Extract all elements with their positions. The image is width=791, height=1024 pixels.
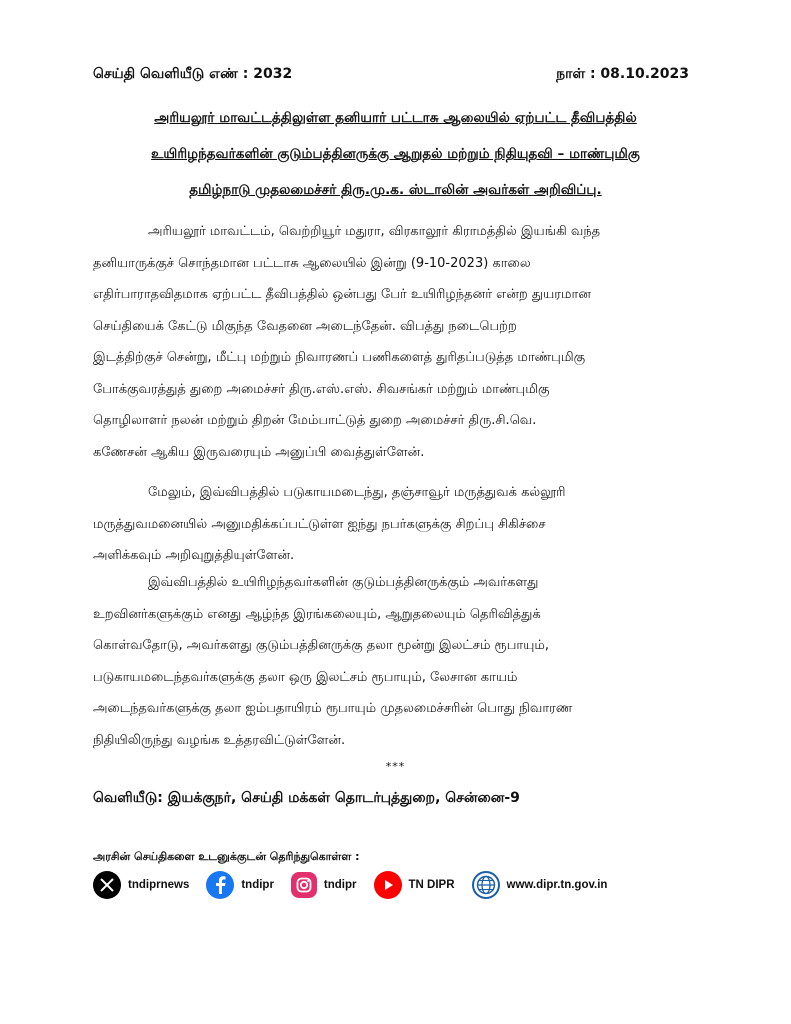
paragraph-line: மேலும், இவ்விபத்தில் படுகாயமடைந்து, தஞ்சாவூர் மருத்துவக் கல்லூரி xyxy=(148,485,566,500)
paragraph-line: அளிக்கவும் அறிவுறுத்தியுள்ளேன். xyxy=(93,548,295,563)
section-separator: *** xyxy=(385,760,406,773)
paragraph-line: நிதியிலிருந்து வழங்க உத்தரவிட்டுள்ளேன். xyxy=(93,732,346,748)
paragraph-2 xyxy=(93,477,691,572)
social-label: tndiprnews xyxy=(128,879,190,891)
header-row xyxy=(93,66,689,84)
x-icon xyxy=(93,871,121,899)
social-links xyxy=(93,871,624,899)
social-label: tndipr xyxy=(323,879,357,891)
paragraph-line: படுகாயமடைந்தவர்களுக்கு தலா ஒரு இலட்சம் ரூபாயும், லேசான காயம் xyxy=(93,669,518,685)
paragraph-line: கொள்வதோடு, அவர்களது குடும்பத்தினருக்கு தலா மூன்று இலட்சம் ரூபாயும், xyxy=(93,638,549,653)
paragraph-line: அடைந்தவர்களுக்கு தலா ஐம்பதாயிரம் ரூபாயும் முதலமைச்சரின் பொது நிவாரண xyxy=(93,701,573,716)
youtube-icon xyxy=(374,871,402,899)
paragraph-line: போக்குவரத்துத் துறை அமைச்சர் திரு.எஸ்.எஸ். சிவசங்கர் மற்றும் மாண்புமிகு xyxy=(93,381,550,397)
globe-icon xyxy=(472,871,500,899)
page-title xyxy=(60,100,731,208)
title-line: தமிழ்நாடு முதலமைச்சர் திரு.மு.க. ஸ்டாலின் அவர்கள் அறிவிப்பு. xyxy=(189,182,602,198)
social-caption: அரசின் செய்திகளை உடனுக்குடன் தெரிந்துகொள்ள : xyxy=(93,850,360,863)
social-label: tndipr xyxy=(241,879,274,891)
social-label: www.dipr.tn.gov.in xyxy=(506,879,608,891)
social-link-instagram[interactable] xyxy=(291,872,357,898)
paragraph-3 xyxy=(93,567,691,756)
paragraph-line: உறவினர்களுக்கும் எனது ஆழ்ந்த இரங்கலையும், ஆறுதலையும் தெரிவித்துக் xyxy=(93,606,541,622)
paragraph-line: செய்தியைக் கேட்டு மிகுந்த வேதனை அடைந்தேன். விபத்து நடைபெற்ற xyxy=(93,318,517,334)
paragraph-line: இவ்விபத்தில் உயிரிழந்தவர்களின் குடும்பத்தினருக்கும் அவர்களது xyxy=(148,575,539,590)
paragraph-line: எதிர்பாராதவிதமாக ஏற்பட்ட தீவிபத்தில் ஒன்பது பேர் உயிரிழந்தனர் என்ற துயரமான xyxy=(93,287,591,302)
release-date: நாள் : 08.10.2023 xyxy=(556,66,689,82)
paragraph-line: மருத்துவமனையில் அனுமதிக்கப்பட்டுள்ள ஐந்து நபர்களுக்கு சிறப்பு சிகிச்சை xyxy=(93,516,546,532)
release-number: செய்தி வெளியீடு எண் : 2032 xyxy=(93,66,293,82)
social-link-youtube[interactable] xyxy=(374,871,455,899)
social-link-facebook[interactable] xyxy=(206,871,274,899)
paragraph-line: தொழிலாளர் நலன் மற்றும் திறன் மேம்பாட்டுத் துறை அமைச்சர் திரு.சி.வெ. xyxy=(93,413,537,428)
paragraph-line: இடத்திற்குச் சென்று, மீட்பு மற்றும் நிவாரணப் பணிகளைத் துரிதப்படுத்த மாண்புமிகு xyxy=(93,350,586,365)
facebook-icon xyxy=(206,871,234,899)
release-issuer: வெளியீடு: இயக்குநர், செய்தி மக்கள் தொடர்புத்துறை, சென்னை-9 xyxy=(93,790,520,806)
paragraph-line: தனியாருக்குச் சொந்தமான பட்டாசு ஆலையில் இன்று (9-10-2023) காலை xyxy=(93,255,531,271)
paragraph-line: அரியலூர் மாவட்டம், வெற்றியூர் மதுரா, விரகாலூர் கிராமத்தில் இயங்கி வந்த xyxy=(148,224,601,239)
social-link-website[interactable] xyxy=(472,871,608,899)
title-line: அரியலூர் மாவட்டத்திலுள்ள தனியார் பட்டாசு ஆலையில் ஏற்பட்ட தீவிபத்தில் xyxy=(154,110,637,126)
social-label: TN DIPR xyxy=(408,879,455,891)
paragraph-1 xyxy=(93,216,691,468)
social-link-x[interactable] xyxy=(93,871,189,899)
instagram-icon xyxy=(291,872,317,898)
paragraph-line: கணேசன் ஆகிய இருவரையும் அனுப்பி வைத்துள்ளேன். xyxy=(93,444,425,460)
title-line: உயிரிழந்தவர்களின் குடும்பத்தினருக்கு ஆறுதல் மற்றும் நிதியுதவி – மாண்புமிகு xyxy=(151,146,640,162)
